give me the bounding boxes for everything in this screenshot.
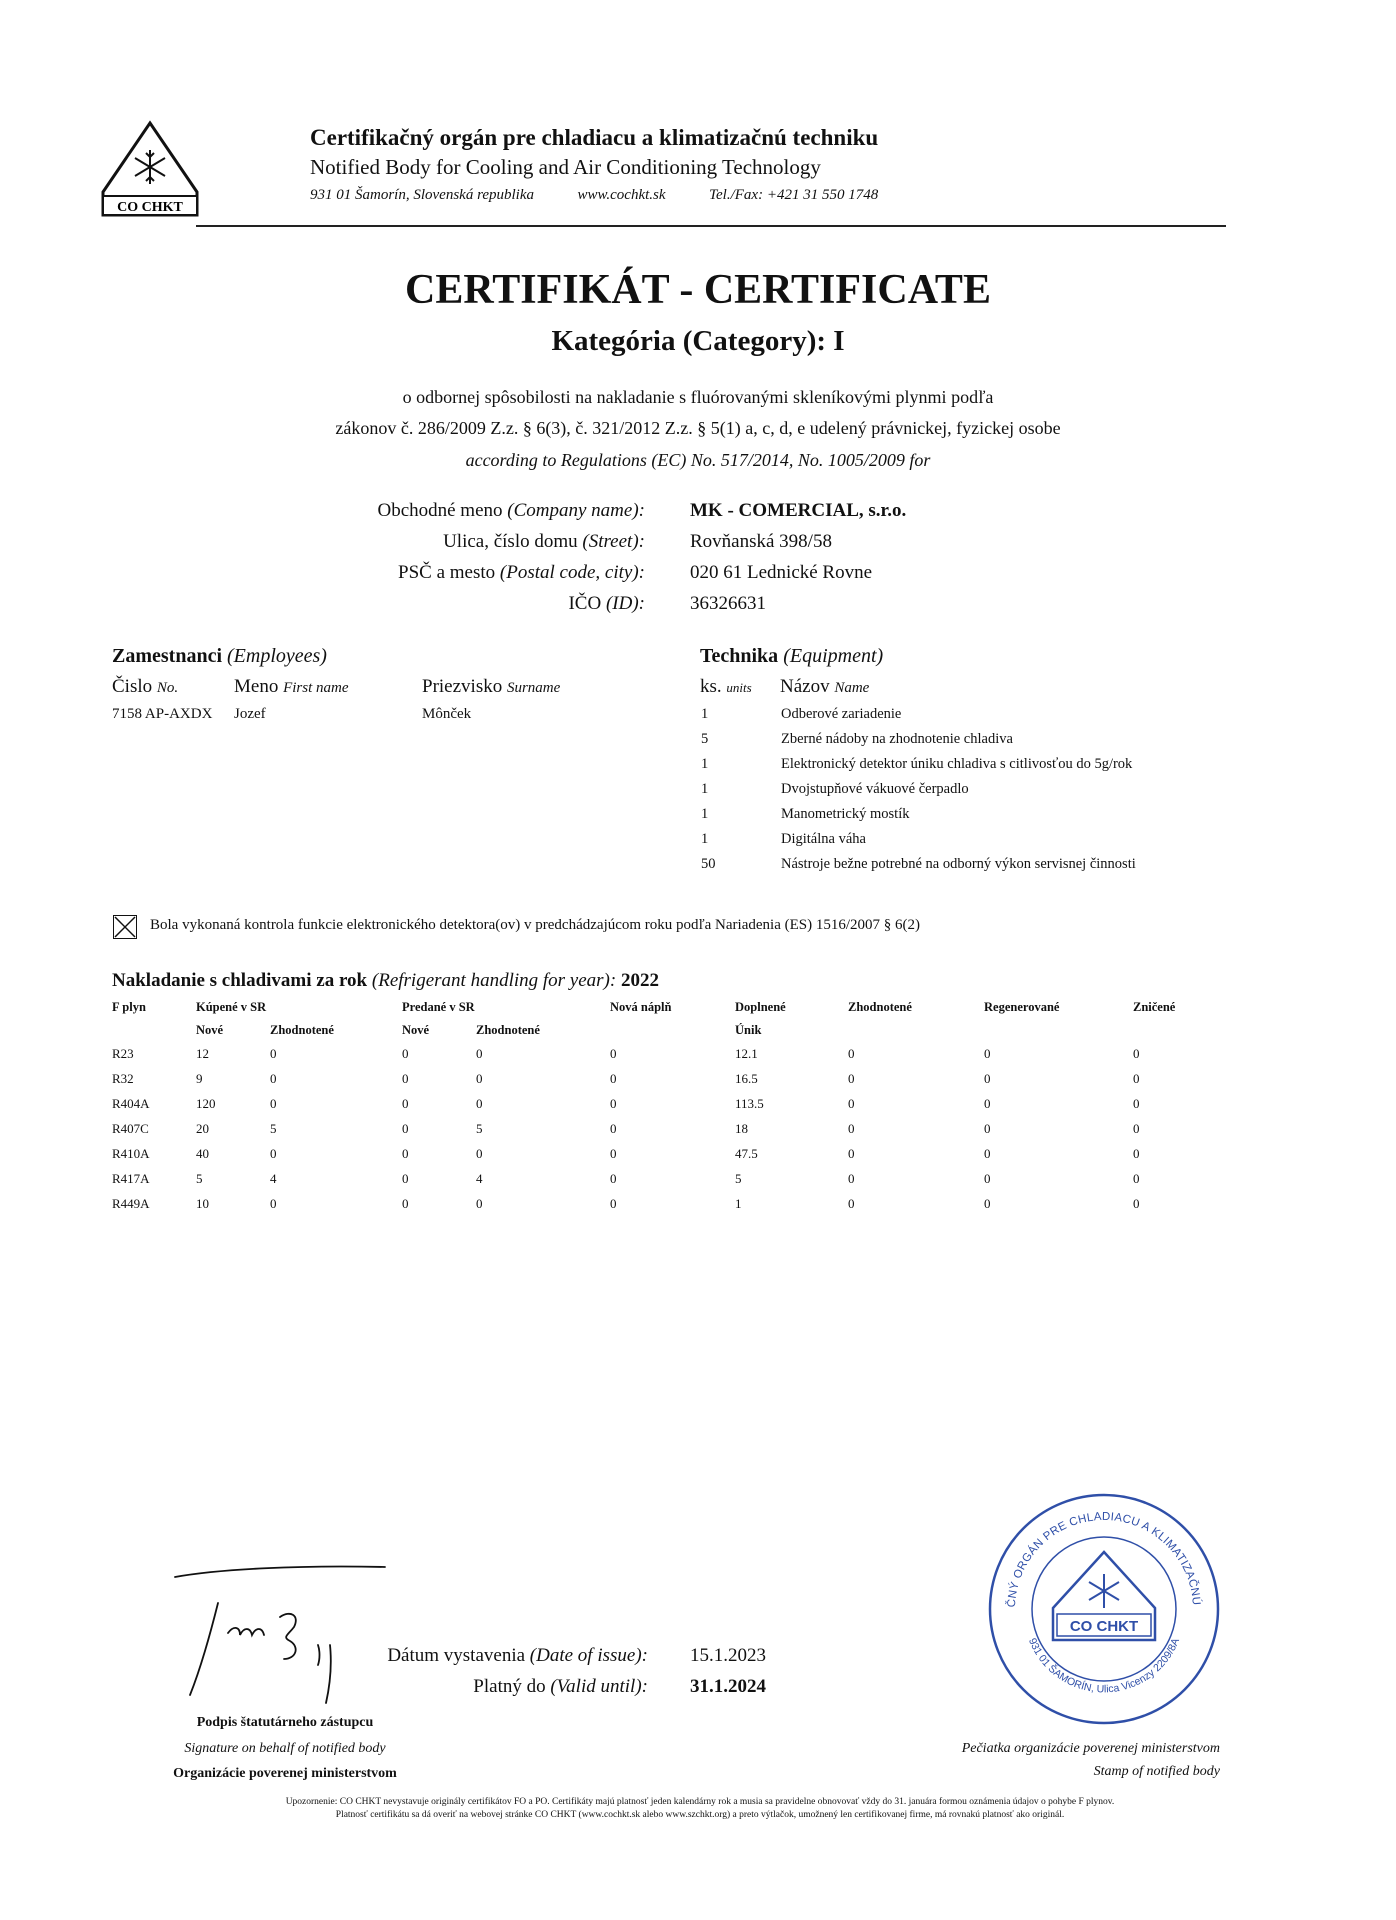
refrigerant-cell-bought-recovered: 0 — [270, 1071, 277, 1086]
org-phone: Tel./Fax: +421 31 550 1748 — [709, 187, 879, 203]
refrigerant-cell-bought-recovered: 0 — [270, 1146, 277, 1161]
col-sold-recovered: Zhodnotené — [476, 1023, 540, 1037]
col-refill: Doplnené — [735, 1000, 786, 1014]
equipment-units: 1 — [701, 806, 709, 822]
col-bought-recovered: Zhodnotené — [270, 1023, 334, 1037]
col-leak: Únik — [735, 1023, 762, 1037]
refrigerant-cell-sold-new: 0 — [402, 1146, 409, 1161]
employees-col-no: Čislo No. — [112, 676, 179, 697]
refrigerant-cell-new-fill: 0 — [610, 1071, 617, 1086]
refrigerant-cell-regenerated: 0 — [984, 1121, 991, 1136]
refrigerant-cell-destroyed: 0 — [1133, 1171, 1140, 1186]
org-address: 931 01 Šamorín, Slovenská republika — [310, 187, 534, 203]
signature — [160, 1555, 400, 1715]
refrigerant-cell-gas: R417A — [112, 1171, 150, 1186]
stamp-label-sk: Pečiatka organizácie poverenej ministerstvom — [961, 1741, 1220, 1756]
refrigerant-cell-bought-new: 9 — [196, 1071, 203, 1086]
refrigerant-cell-regenerated: 0 — [984, 1046, 991, 1061]
refrigerant-cell-new-fill: 0 — [610, 1121, 617, 1136]
employees-col-first: Meno First name — [234, 676, 349, 697]
handwritten-signature-icon — [160, 1555, 400, 1715]
detector-check-checkbox[interactable] — [113, 915, 137, 939]
refrigerant-cell-refill-leak: 12.1 — [735, 1046, 758, 1061]
equipment-title: Technika (Equipment) — [700, 645, 884, 667]
equipment-name: Odberové zariadenie — [781, 706, 902, 722]
col-regenerated: Regenerované — [984, 1000, 1060, 1014]
refrigerant-cell-refill-leak: 1 — [735, 1196, 742, 1211]
refrigerant-cell-sold-new: 0 — [402, 1171, 409, 1186]
refrigerant-cell-recovered: 0 — [848, 1071, 855, 1086]
refrigerant-cell-destroyed: 0 — [1133, 1121, 1140, 1136]
equipment-col-units: ks. units — [700, 676, 752, 697]
equipment-units: 1 — [701, 706, 709, 722]
company-name-value: MK - COMERCIAL, s.r.o. — [690, 500, 907, 521]
employee-first-name: Jozef — [234, 706, 266, 722]
refrigerant-cell-recovered: 0 — [848, 1121, 855, 1136]
refrigerant-cell-bought-recovered: 0 — [270, 1096, 277, 1111]
refrigerant-cell-sold-recovered: 0 — [476, 1146, 483, 1161]
refrigerant-cell-sold-recovered: 0 — [476, 1071, 483, 1086]
refrigerant-cell-sold-new: 0 — [402, 1071, 409, 1086]
refrigerant-cell-sold-recovered: 0 — [476, 1096, 483, 1111]
svg-text:931 01 ŠAMORÍN, Ulica Vicenzy — [1026, 1636, 1182, 1695]
refrigerant-cell-sold-new: 0 — [402, 1196, 409, 1211]
refrigerant-cell-destroyed: 0 — [1133, 1071, 1140, 1086]
equipment-name: Digitálna váha — [781, 831, 866, 847]
equipment-col-name: Názov Name — [780, 676, 870, 697]
issue-date-label: Dátum vystavenia (Date of issue): — [387, 1645, 648, 1666]
col-gas: F plyn — [112, 1000, 146, 1014]
refrigerant-cell-new-fill: 0 — [610, 1046, 617, 1061]
street-value: Rovňanská 398/58 — [690, 531, 832, 552]
notice-line-2: Platnosť certifikátu sa dá overiť na webovej stránke CO CHKT (www.cochkt.sk alebo www.szchkt.org) a preto výtlačok, umožnený len certifikovanej firme, má rovnakú platnosť ako originál. — [335, 1810, 1065, 1820]
refrigerant-title: Nakladanie s chladivami za rok (Refrigerant handling for year): 2022 — [112, 970, 659, 991]
certificate-category: Kategória (Category): I — [551, 325, 845, 357]
employees-title: Zamestnanci (Employees) — [112, 645, 327, 667]
equipment-name: Zberné nádoby na zhodnotenie chladiva — [781, 731, 1013, 747]
refrigerant-cell-bought-new: 120 — [196, 1096, 216, 1111]
refrigerant-cell-bought-new: 5 — [196, 1171, 203, 1186]
refrigerant-cell-refill-leak: 113.5 — [735, 1096, 764, 1111]
stamp-ring-text: ČNÝ ORGÁN PRE CHLADIACU A KLIMATIZAČNÚ — [1005, 1510, 1203, 1608]
official-stamp — [985, 1490, 1223, 1728]
refrigerant-cell-destroyed: 0 — [1133, 1196, 1140, 1211]
col-destroyed: Zničené — [1133, 1000, 1176, 1014]
refrigerant-cell-regenerated: 0 — [984, 1071, 991, 1086]
company-name-label: Obchodné meno (Company name): — [377, 500, 645, 521]
refrigerant-cell-gas: R32 — [112, 1071, 134, 1086]
refrigerant-cell-sold-recovered: 5 — [476, 1121, 483, 1136]
refrigerant-cell-new-fill: 0 — [610, 1196, 617, 1211]
stamp-label-en: Stamp of notified body — [1093, 1764, 1220, 1779]
refrigerant-cell-bought-recovered: 5 — [270, 1121, 277, 1136]
intro-line-3: according to Regulations (EC) No. 517/2014, No. 1005/2009 for — [465, 450, 931, 470]
street-label: Ulica, číslo domu (Street): — [443, 531, 645, 552]
refrigerant-cell-sold-new: 0 — [402, 1121, 409, 1136]
refrigerant-cell-bought-new: 12 — [196, 1046, 209, 1061]
intro-line-1: o odbornej spôsobilosti na nakladanie s fluórovanými skleníkovými plynmi podľa — [402, 387, 994, 407]
refrigerant-cell-bought-recovered: 4 — [270, 1171, 277, 1186]
issue-date-value: 15.1.2023 — [690, 1645, 766, 1666]
signature-label-en: Signature on behalf of notified body — [184, 1741, 386, 1756]
refrigerant-cell-sold-recovered: 0 — [476, 1196, 483, 1211]
refrigerant-cell-regenerated: 0 — [984, 1146, 991, 1161]
valid-until-value: 31.1.2024 — [690, 1676, 766, 1697]
refrigerant-cell-regenerated: 0 — [984, 1096, 991, 1111]
co-chkt-stamp-icon — [985, 1490, 1223, 1728]
co-chkt-logo — [100, 120, 200, 218]
refrigerant-cell-refill-leak: 18 — [735, 1121, 748, 1136]
org-name-en: Notified Body for Cooling and Air Conditioning Technology — [310, 155, 821, 179]
refrigerant-cell-gas: R407C — [112, 1121, 149, 1136]
equipment-name: Elektronický detektor úniku chladiva s citlivosťou do 5g/rok — [781, 756, 1133, 772]
refrigerant-cell-regenerated: 0 — [984, 1171, 991, 1186]
col-sold-new: Nové — [402, 1023, 430, 1037]
refrigerant-cell-recovered: 0 — [848, 1146, 855, 1161]
equipment-units: 1 — [701, 756, 709, 772]
equipment-units: 5 — [701, 731, 709, 747]
refrigerant-cell-bought-new: 10 — [196, 1196, 209, 1211]
refrigerant-cell-gas: R449A — [112, 1196, 150, 1211]
stamp-ring-text-bottom: 931 01 ŠAMORÍN, Ulica Vicenzy 2209/8A — [1026, 1636, 1182, 1696]
refrigerant-cell-sold-new: 0 — [402, 1046, 409, 1061]
refrigerant-cell-bought-new: 20 — [196, 1121, 209, 1136]
id-value: 36326631 — [690, 593, 766, 614]
valid-until-label: Platný do (Valid until): — [473, 1676, 648, 1697]
refrigerant-cell-gas: R404A — [112, 1096, 150, 1111]
col-recovered: Zhodnotené — [848, 1000, 912, 1014]
refrigerant-cell-new-fill: 0 — [610, 1096, 617, 1111]
refrigerant-cell-new-fill: 0 — [610, 1146, 617, 1161]
equipment-units: 1 — [701, 781, 709, 797]
refrigerant-cell-refill-leak: 47.5 — [735, 1146, 758, 1161]
signature-label-org: Organizácie poverenej ministerstvom — [173, 1766, 397, 1781]
refrigerant-cell-bought-recovered: 0 — [270, 1196, 277, 1211]
employees-col-surname: Priezvisko Surname — [422, 676, 561, 697]
equipment-units: 50 — [701, 856, 716, 872]
refrigerant-cell-gas: R410A — [112, 1146, 150, 1161]
logo-text: CO CHKT — [117, 200, 183, 215]
notice-line-1: Upozornenie: CO CHKT nevystavuje originály certifikátov FO a PO. Certifikáty majú platnosť jeden kalendárny rok a musia sa pravidelne obnovovať vždy do 31. januára formou oznámenia údajov o pohybe F plynov. — [285, 1797, 1115, 1807]
refrigerant-cell-refill-leak: 5 — [735, 1171, 742, 1186]
refrigerant-cell-new-fill: 0 — [610, 1171, 617, 1186]
employee-surname: Mônček — [422, 706, 472, 722]
refrigerant-cell-destroyed: 0 — [1133, 1046, 1140, 1061]
equipment-units: 1 — [701, 831, 709, 847]
refrigerant-cell-bought-new: 40 — [196, 1146, 209, 1161]
equipment-name: Dvojstupňové vákuové čerpadlo — [781, 781, 969, 797]
col-new-fill: Nová náplň — [610, 1000, 672, 1014]
equipment-name: Manometrický mostík — [781, 806, 910, 822]
org-name-sk: Certifikačný orgán pre chladiacu a klimatizačnú techniku — [310, 125, 879, 150]
refrigerant-cell-refill-leak: 16.5 — [735, 1071, 758, 1086]
equipment-name: Nástroje bežne potrebné na odborný výkon servisnej činnosti — [781, 856, 1136, 872]
intro-line-2: zákonov č. 286/2009 Z.z. § 6(3), č. 321/2012 Z.z. § 5(1) a, c, d, e udelený právnickej, fyzickej osobe — [335, 418, 1061, 438]
city-value: 020 61 Lednické Rovne — [690, 562, 873, 583]
signature-label-sk: Podpis štatutárneho zástupcu — [196, 1715, 374, 1730]
refrigerant-cell-recovered: 0 — [848, 1046, 855, 1061]
city-label: PSČ a mesto (Postal code, city): — [398, 562, 645, 583]
refrigerant-cell-sold-new: 0 — [402, 1096, 409, 1111]
refrigerant-cell-bought-recovered: 0 — [270, 1046, 277, 1061]
header-divider — [196, 225, 1226, 227]
checkbox-crossed-icon — [114, 916, 136, 938]
employee-no: 7158 AP-AXDX — [112, 706, 213, 722]
refrigerant-cell-sold-recovered: 4 — [476, 1171, 483, 1186]
snowflake-triangle-icon — [100, 120, 200, 218]
id-label: IČO (ID): — [568, 593, 645, 614]
stamp-center-text: CO CHKT — [1069, 1618, 1139, 1635]
refrigerant-cell-recovered: 0 — [848, 1196, 855, 1211]
col-bought: Kúpené v SR — [196, 1000, 267, 1014]
col-bought-new: Nové — [196, 1023, 224, 1037]
col-sold: Predané v SR — [402, 1000, 475, 1014]
refrigerant-cell-recovered: 0 — [848, 1096, 855, 1111]
svg-text:CERTIFIKAČNÝ ORGÁN PRE CHLADIA — [985, 1490, 1203, 1609]
detector-check-text: Bola vykonaná kontrola funkcie elektronického detektora(ov) v predchádzajúcom roku podľa Nariadenia (ES) 1516/2007 § 6(2) — [150, 917, 921, 933]
certificate-title: CERTIFIKÁT - CERTIFICATE — [405, 267, 991, 313]
refrigerant-cell-sold-recovered: 0 — [476, 1046, 483, 1061]
org-contact — [310, 187, 1110, 204]
org-website: www.cochkt.sk — [577, 187, 666, 203]
refrigerant-cell-destroyed: 0 — [1133, 1146, 1140, 1161]
refrigerant-cell-gas: R23 — [112, 1046, 134, 1061]
refrigerant-cell-recovered: 0 — [848, 1171, 855, 1186]
refrigerant-cell-regenerated: 0 — [984, 1196, 991, 1211]
refrigerant-cell-destroyed: 0 — [1133, 1096, 1140, 1111]
